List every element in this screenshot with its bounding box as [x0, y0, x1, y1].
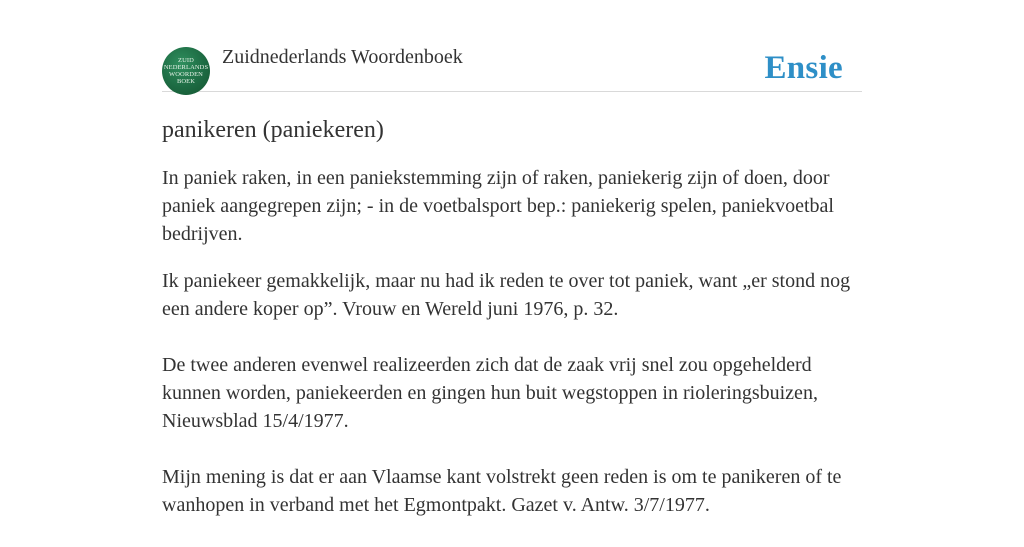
entry-content — [162, 112, 862, 547]
ensie-logo-link[interactable]: Ensie — [764, 50, 843, 86]
entry-quote: Ik paniekeer gemakkelijk, maar nu had ik reden te over tot paniek, want „er stond nog een andere koper op”. Vrouw en Wereld juni 1976, p. 32. — [162, 270, 851, 320]
logo-line: NEDERLANDS — [163, 64, 209, 71]
logo-line: ZUID — [178, 57, 194, 64]
entry-title: panikeren (paniekeren) — [162, 117, 384, 143]
entry-quote: Mijn mening is dat er aan Vlaamse kant volstrekt geen reden is om te panikeren of te wanhopen in verband met het Egmontpakt. Gazet v. Antw. 3/7/1977. — [162, 466, 842, 516]
entry-definition: In paniek raken, in een paniekstemming zijn of raken, paniekerig zijn of doen, door paniek aangegrepen zijn; - in de voetbalsport bep.: paniekerig spelen, paniekvoetbal bedrijven. — [162, 167, 834, 245]
entry-quote: De twee anderen evenwel realizeerden zich dat de zaak vrij snel zou opgehelderd kunnen worden, paniekeerden en gingen hun buit wegstoppen in rioleringsbuizen, Nieuwsblad 15/4/1977. — [162, 354, 818, 432]
logo-line: WOORDEN — [169, 71, 203, 78]
source-name-link[interactable]: Zuidnederlands Woordenboek — [222, 46, 463, 68]
page-header — [162, 44, 862, 92]
source-logo[interactable] — [162, 47, 210, 95]
logo-line: BOEK — [176, 78, 196, 85]
